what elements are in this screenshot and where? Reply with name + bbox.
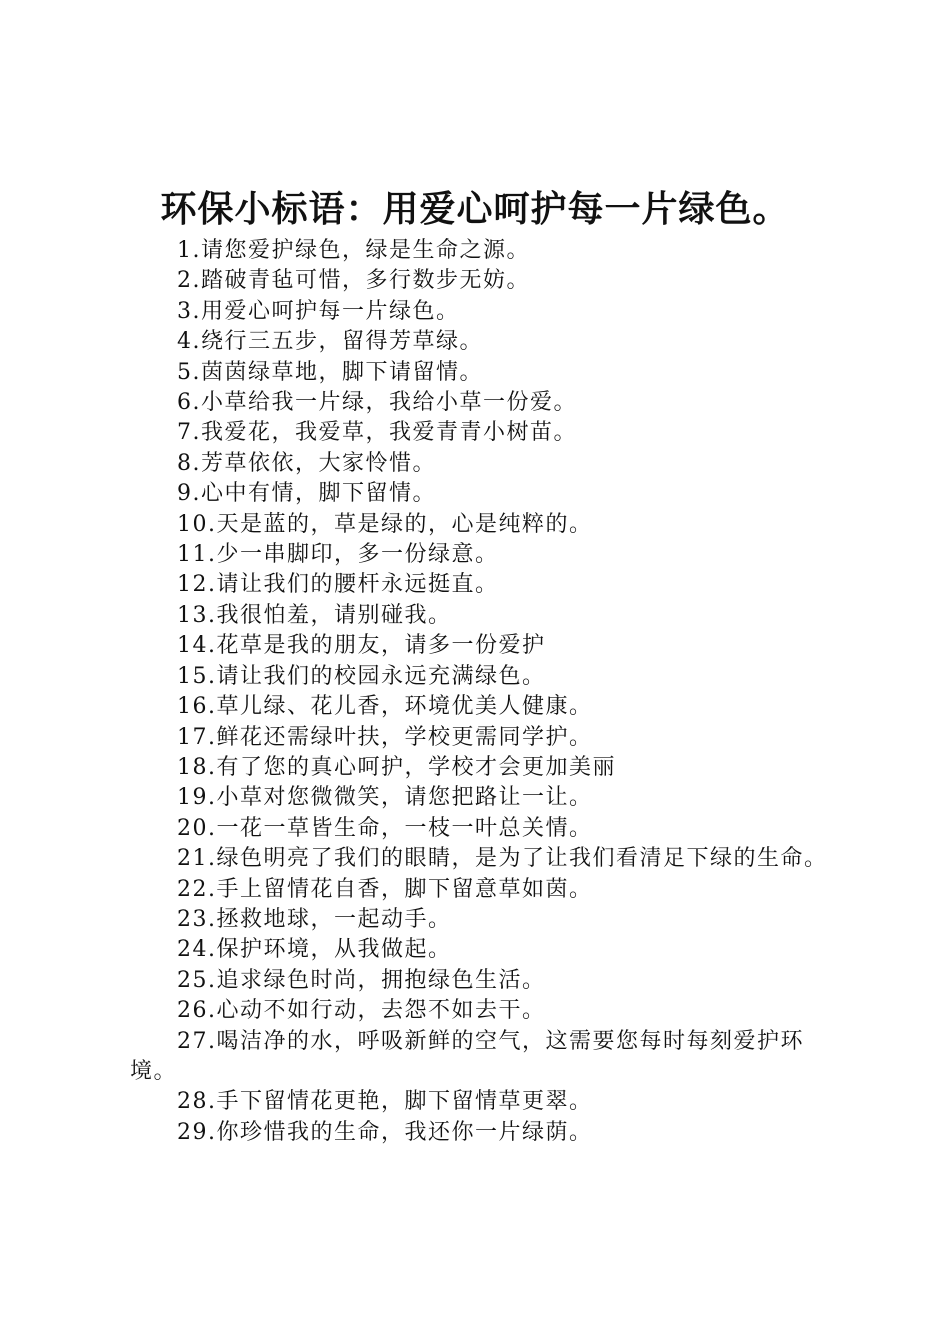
list-item: 14.花草是我的朋友，请多一份爱护 bbox=[177, 633, 546, 659]
list-item: 22.手上留情花自香，脚下留意草如茵。 bbox=[177, 876, 593, 902]
slogan-list bbox=[130, 236, 835, 1148]
list-item: 6.小草给我一片绿，我给小草一份爱。 bbox=[177, 390, 577, 416]
list-item: 12.请让我们的腰杆永远挺直。 bbox=[177, 572, 499, 598]
list-item: 2.踏破青毡可惜，多行数步无妨。 bbox=[177, 268, 530, 294]
list-item: 10.天是蓝的，草是绿的，心是纯粹的。 bbox=[177, 511, 593, 537]
list-item: 4.绕行三五步，留得芳草绿。 bbox=[177, 329, 483, 355]
list-item: 25.追求绿色时尚，拥抱绿色生活。 bbox=[177, 967, 546, 993]
list-item: 9.心中有情，脚下留情。 bbox=[177, 481, 436, 507]
list-item: 20.一花一草皆生命，一枝一叶总关情。 bbox=[177, 815, 593, 841]
list-item: 18.有了您的真心呵护，学校才会更加美丽 bbox=[177, 754, 616, 780]
list-item: 3.用爱心呵护每一片绿色。 bbox=[177, 298, 460, 324]
list-item: 24.保护环境，从我做起。 bbox=[177, 937, 452, 963]
list-item: 29.你珍惜我的生命，我还你一片绿荫。 bbox=[177, 1119, 593, 1145]
list-item: 1.请您爱护绿色，绿是生命之源。 bbox=[177, 238, 530, 263]
list-item: 21.绿色明亮了我们的眼睛，是为了让我们看清足下绿的生命。 bbox=[177, 846, 828, 872]
list-item: 11.少一串脚印，多一份绿意。 bbox=[177, 542, 499, 568]
list-item: 16.草儿绿、花儿香，环境优美人健康。 bbox=[177, 694, 593, 720]
list-item: 27.喝洁净的水，呼吸新鲜的空气，这需要您每时每刻爱护环境。 bbox=[130, 1028, 804, 1084]
list-item: 8.芳草依依，大家怜惜。 bbox=[177, 450, 436, 476]
document-title: 环保小标语：用爱心呵护每一片绿色。 bbox=[160, 189, 790, 230]
list-item: 13.我很怕羞，请别碰我。 bbox=[177, 602, 452, 628]
list-item: 26.心动不如行动，去怨不如去干。 bbox=[177, 998, 546, 1024]
list-item: 28.手下留情花更艳，脚下留情草更翠。 bbox=[177, 1089, 593, 1115]
list-item: 5.茵茵绿草地，脚下请留情。 bbox=[177, 359, 483, 385]
list-item: 15.请让我们的校园永远充满绿色。 bbox=[177, 663, 546, 689]
list-item: 23.拯救地球，一起动手。 bbox=[177, 906, 452, 932]
list-item: 7.我爱花，我爱草，我爱青青小树苗。 bbox=[177, 420, 577, 446]
list-item: 17.鲜花还需绿叶扶，学校更需同学护。 bbox=[177, 724, 593, 750]
list-item: 19.小草对您微微笑，请您把路让一让。 bbox=[177, 785, 593, 811]
